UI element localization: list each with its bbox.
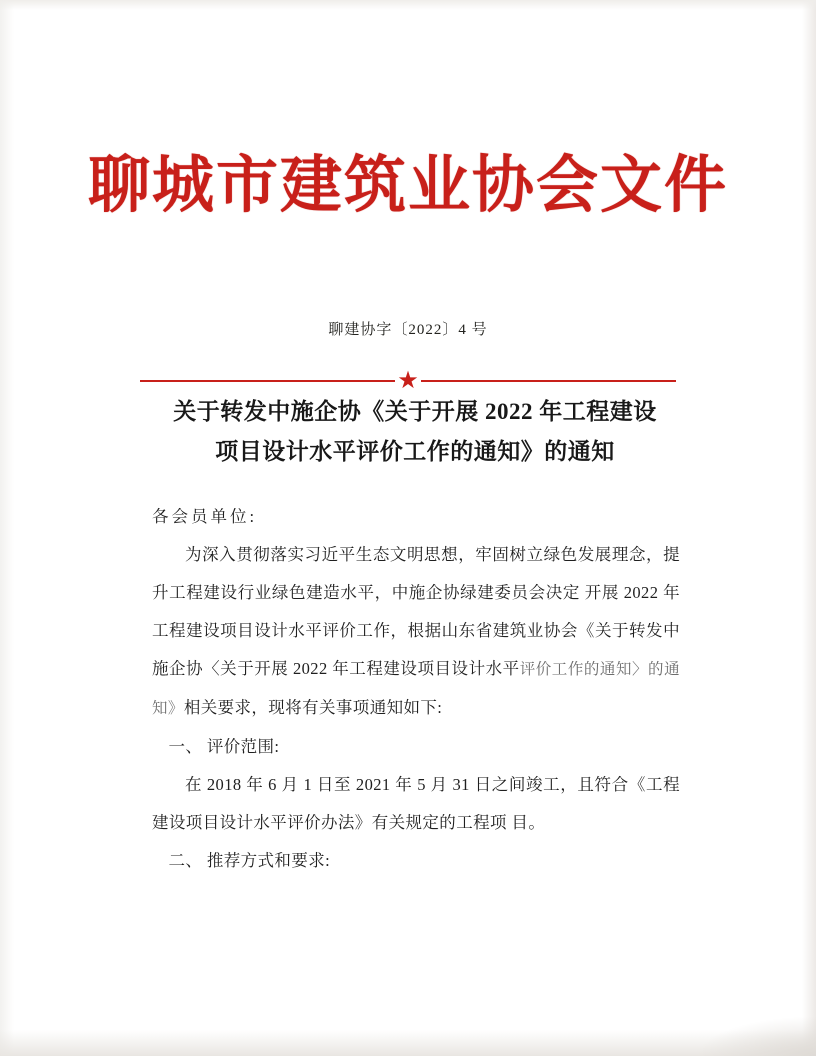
paragraph-1-main: 为深入贯彻落实习近平生态文明思想，牢固树立绿色发展理念，提升工程建设行业绿色建造水平，中施企协绿建委员会决定 开展 2022 年工程建设项目设计水平评价工作，根据山东省建筑业协会《关于转发中施企协〈关于开展 2022 年工程建设项目设计水平 — [152, 545, 680, 678]
organization-masthead-title: 聊城市建筑业协会文件 — [87, 148, 728, 221]
red-divider-rule — [140, 368, 676, 394]
salutation: 各会员单位: — [152, 507, 258, 526]
section-1-body: 在 2018 年 6 月 1 日至 2021 年 5 月 31 日之间竣工，且符合《工程建设项目设计水平评价办法》有关规定的工程项 目。 — [152, 775, 680, 832]
paragraph-1-tail-thin: 评价工作的通知〉的通知》 — [152, 661, 680, 717]
section-2-heading: 二、 推荐方式和要求: — [168, 851, 331, 870]
document-number: 聊建协字〔2022〕4 号 — [328, 322, 488, 338]
page-title — [150, 392, 680, 472]
masthead — [0, 148, 816, 221]
paragraph-1-tail: 相关要求，现将有关事项通知如下: — [183, 698, 443, 717]
paragraph-1 — [152, 536, 680, 728]
section-1-heading: 一、 评价范围: — [168, 737, 280, 756]
page-title-line-1: 关于转发中施企协《关于开展 2022 年工程建设 — [173, 399, 657, 424]
page-title-line-2: 项目设计水平评价工作的通知》的通知 — [215, 439, 615, 464]
document-body — [152, 498, 680, 880]
star-icon: ★ — [395, 369, 421, 395]
